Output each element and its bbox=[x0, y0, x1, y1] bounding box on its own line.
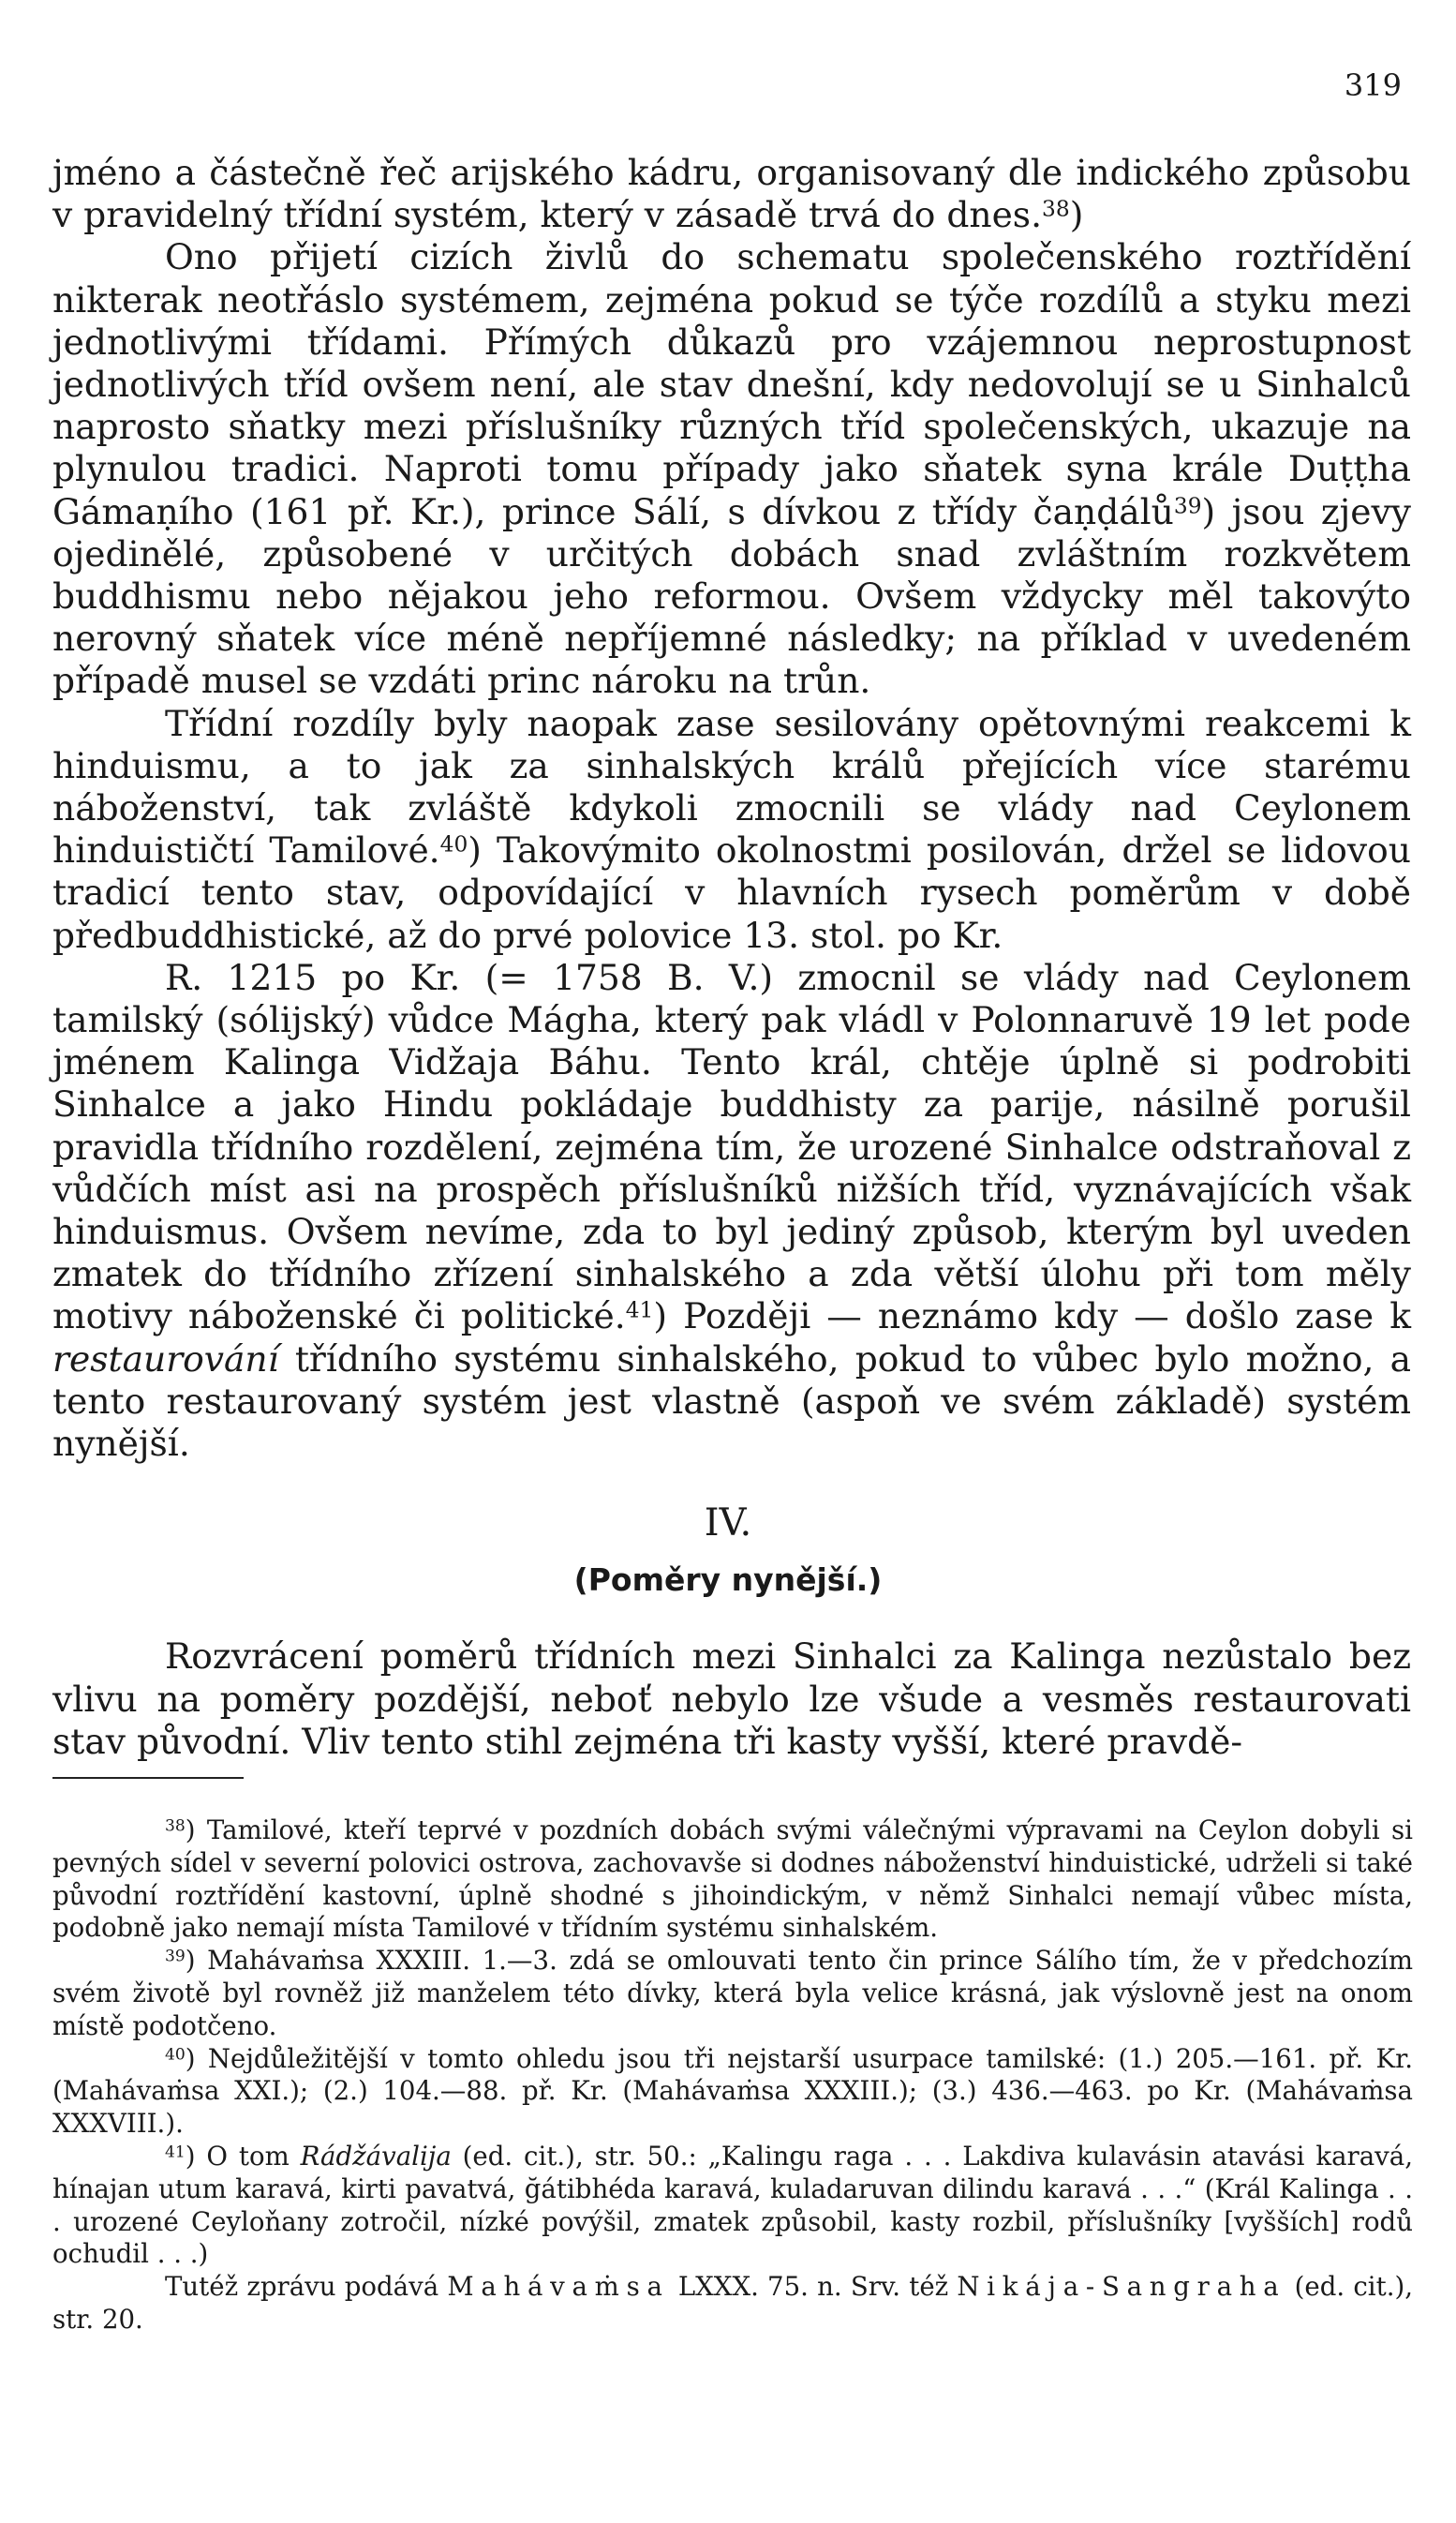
section-numeral: IV. bbox=[704, 1501, 752, 1545]
section-paragraph: Rozvrácení poměrů třídních mezi Sinhalci za Kalinga nezůstalo bez vlivu na poměry pozdější, neboť nebylo lze všude a vesměs restaurovati stav původní. Vliv tento stihl zejména tři kasty vyšší, které pravdě- bbox=[52, 1635, 1411, 1762]
footnote-39: $^{39}$) Mahávaṁsa XXXIII. 1.—3. zdá se omlouvati tento čin prince Sálího tím, že v předchozím svém životě byl rovněž již manželem této dívky, která byla velice krásná, jak výslovně jest na onom místě podotčeno. bbox=[52, 1945, 1413, 2041]
footnote-ref-38[interactable]: 38 bbox=[1042, 196, 1070, 222]
footnote-ref-40[interactable]: 40 bbox=[439, 831, 468, 858]
paragraph-2: Ono přijetí cizích živlů do schematu společenského roztřídění nikterak neotřáslo systémem, zejména pokud se týče rozdílů a styku mezi jednotlivými třídami. Přímých důkazů pro vzájemnou neprostupnost jednotlivých tříd ovšem není, ale stav dnešní, kdy nedovolují se u Sinhalců naprosto sňatky mezi příslušníky různých tříd společenských, ukazuje na plynulou tradici. Naproti tomu případy jako sňatek syna krále Duṭṭha Gámaṇího (161 př. Kr.), prince Sálí, s dívkou z třídy čaṇḍálů$^{39}$) jsou zjevy ojedinělé, způsobené v určitých dobách snad zvláštním rozkvětem buddhismu nebo nějakou jeho reformou. Ovšem vždycky měl takovýto nerovný sňatek více méně nepříjemné následky; na příklad v uvedeném případě musel se vzdáti princ nároku na trůn. bbox=[52, 236, 1411, 702]
footnote-41-continued: Tutéž zprávu podává Mahávaṁsa LXXX. 75. n. Srv. též Nikája-Sangraha (ed. cit.), str. 20. bbox=[52, 2271, 1414, 2335]
footnote-ref-41[interactable]: 41 bbox=[625, 1297, 654, 1323]
main-text bbox=[52, 152, 1411, 1465]
paragraph-3: Třídní rozdíly byly naopak zase sesilovány opětovnými reakcemi k hinduismu, a to jak za sinhalských králů přejících více starému náboženství, tak zvláště kdykoli zmocnili se vlády nad Ceylonem hinduističtí Tamilové.$^{40}$) Takovýmito okolnostmi posilován, držel se lidovou tradicí tento stav, odpovídající v hlavních rysech poměrům v době předbuddhistické, až do prvé polovice 13. stol. po Kr. bbox=[52, 702, 1411, 956]
paragraph-4: R. 1215 po Kr. (= 1758 B. V.) zmocnil se vlády nad Ceylonem tamilský (sólijský) vůdce Mágha, který pak vládl v Polonnaruvě 19 let pode jménem Kalinga Vidžaja Báhu. Tento král, chtěje úplně si podrobiti Sinhalce a jako Hindu pokládaje buddhisty za parije, násilně porušil pravidla třídního rozdělení, zejména tím, že urozené Sinhalce odstraňoval z vůdčích míst asi na prospěch příslušníků nižších tříd, vyznávajících však hinduismus. Ovšem nevíme, zda to byl jediný způsob, kterým byl uveden zmatek do třídního zřízení sinhalského a zda větší úlohu při tom měly motivy náboženské či politické.$^{41}$) Později — neznámo kdy — došlo zase k restaurování třídního systému sinhalského, pokud to vůbec bylo možno, a tento restaurovaný systém jest vlastně (aspoň ve svém základě) systém nynější. bbox=[52, 956, 1411, 1465]
footnote-41: $^{41}$) O tom Rádžávalija (ed. cit.), str. 50.: „Kalingu raga . . . Lakdiva kulavásin atavási karavá, hínajan utum karavá, kirti pavatvá, ğátibhéda karavá, kuladaruvan dilindu karavá . . .“ (Král Kalinga . . . urozené Ceyloňany zotročil, nízké povýšil, zmatek způsobil, kasty rozbil, příslušníky [vyšších] rodů ochudil . . .) bbox=[52, 2140, 1413, 2270]
footnote-38: $^{38}$) Tamilové, kteří teprvé v pozdních dobách svými válečnými výpravami na Ceylon dobyli si pevných sídel v severní polovici ostrova, zachovavše si dodnes náboženství hinduistické, udrželi si také původní roztřídění kastovní, úplně shodné s jihoindickým, v němž Sinhalci nemají vůbec místa, podobně jako nemají místa Tamilové v třídním systému sinhalském. bbox=[52, 1814, 1413, 1944]
emphasis-restaurovani: restaurování bbox=[52, 1337, 279, 1380]
footnotes bbox=[52, 1814, 1413, 2336]
section-subtitle: (Poměry nynější.) bbox=[573, 1561, 883, 1598]
paragraph-1: jméno a částečně řeč arijského kádru, organisovaný dle indického způsobu v pravidelný třídní systém, který v zásadě trvá do dnes.$^{38}$) bbox=[52, 152, 1411, 236]
footnote-ref-39[interactable]: 39 bbox=[1173, 492, 1202, 518]
page-number: 319 bbox=[1344, 67, 1402, 103]
footnote-40: $^{40}$) Nejdůležitější v tomto ohledu jsou tři nejstarší usurpace tamilské: (1.) 205.—161. př. Kr. (Mahávaṁsa XXI.); (2.) 104.—88. př. Kr. (Mahávaṁsa XXXIII.); (3.) 436.—463. po Kr. (Mahávaṁsa XXXVIII.). bbox=[52, 2042, 1413, 2140]
footnote-divider bbox=[52, 1777, 244, 1779]
